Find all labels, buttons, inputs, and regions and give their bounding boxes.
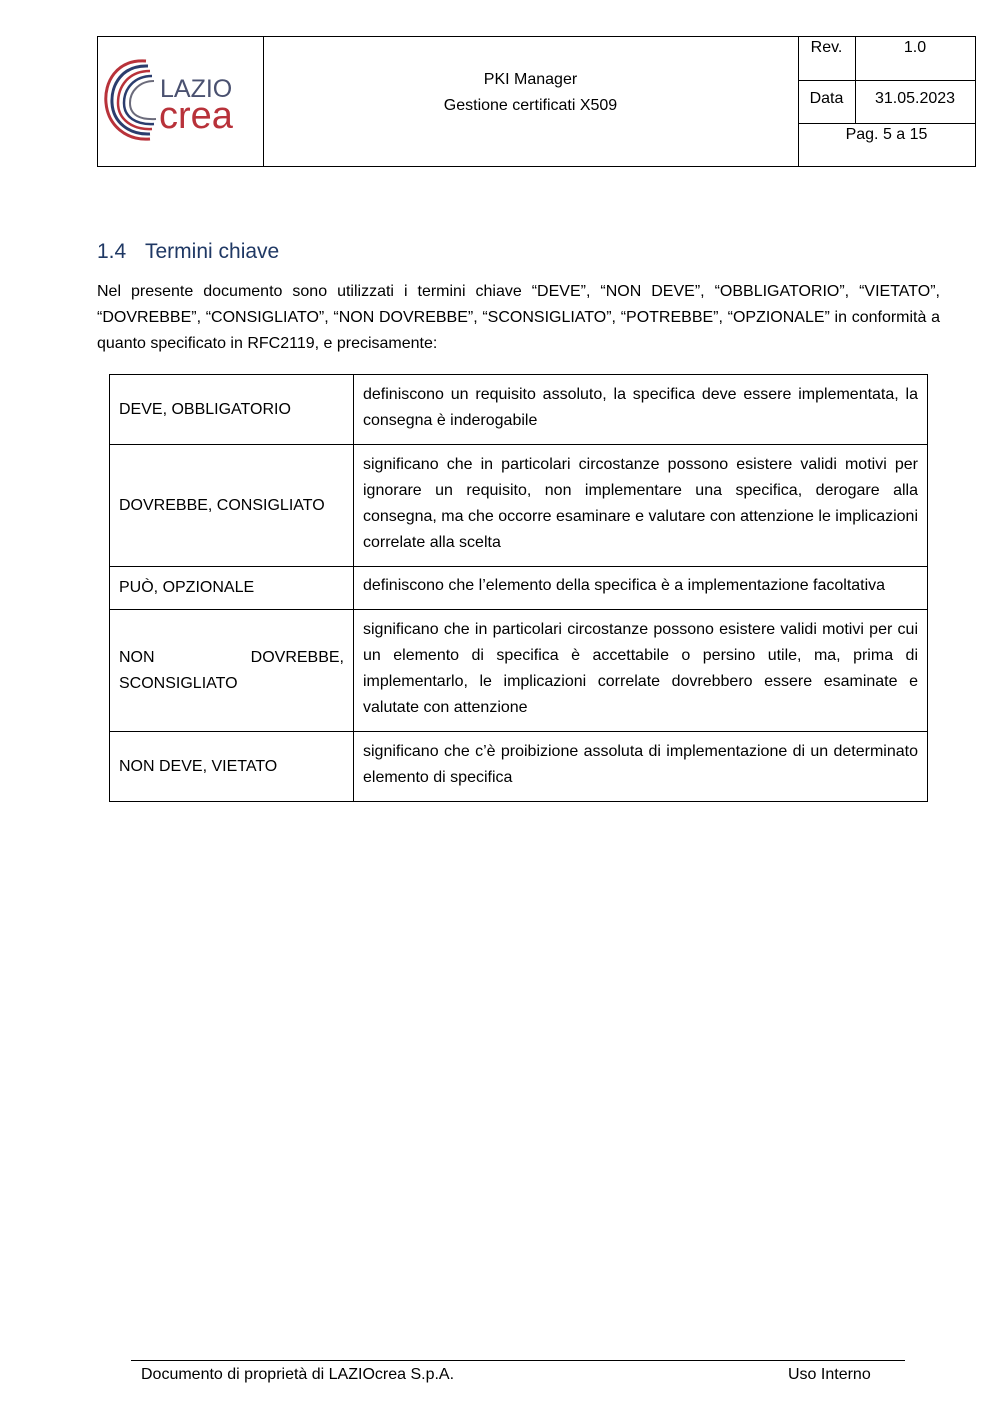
revision-value: 1.0	[903, 39, 927, 56]
date-row	[798, 80, 975, 124]
definition-cell: definiscono un requisito assoluto, la specifica deve essere implementata, la consegna è inderogabile	[354, 375, 928, 445]
term-cell: DOVREBBE, CONSIGLIATO	[110, 445, 354, 567]
document-header	[97, 36, 976, 167]
definition-cell: significano che in particolari circostanze possono esistere validi motivi per cui un elemento di specifica è accettabile o persino utile, ma, prima di implementarlo, le implicazioni correlate dovrebbero essere esaminate e valutate con attenzione	[354, 610, 928, 732]
document-meta-cell	[798, 37, 975, 166]
section-number: 1.4	[97, 240, 127, 263]
document-title-cell	[263, 37, 799, 166]
section-title: Termini chiave	[145, 240, 280, 263]
intro-paragraph: Nel presente documento sono utilizzati i termini chiave “DEVE”, “NON DEVE”, “OBBLIGATORIO”, “VIETATO”, “DOVREBBE”, “CONSIGLIATO”, “NON DOVREBBE”, “SCONSIGLIATO”, “POTREBBE”, “OPZIONALE” in conformità a quanto specificato in RFC2119, e precisamente:	[97, 283, 940, 352]
footer-divider	[131, 1360, 905, 1361]
footer-ownership: Documento di proprietà di LAZIOcrea S.p.A.	[141, 1366, 455, 1383]
document-subtitle: Gestione certificati X509	[443, 97, 618, 114]
date-value: 31.05.2023	[874, 90, 956, 107]
revision-row	[798, 37, 975, 81]
table-row	[110, 610, 928, 732]
term-cell: NON DEVE, VIETATO	[110, 732, 354, 802]
footer-classification: Uso Interno	[788, 1366, 871, 1383]
date-label: Data	[809, 90, 844, 107]
lazio-crea-logo	[102, 53, 257, 148]
definition-cell: significano che in particolari circostanze possono esistere validi motivi per ignorare un requisito, non implementare una specifica, derogare alla consegna, ma che occorre esaminare e valutare con attenzione le implicazioni correlate alla scelta	[354, 445, 928, 567]
term-cell: PUÒ, OPZIONALE	[110, 567, 354, 610]
term-cell: DEVE, OBBLIGATORIO	[110, 375, 354, 445]
table-row	[110, 375, 928, 445]
table-row	[110, 732, 928, 802]
section-heading	[97, 240, 279, 264]
logo-word-crea: crea	[159, 95, 233, 137]
logo-cell	[98, 37, 264, 166]
document-title: PKI Manager	[483, 71, 578, 88]
key-terms-table	[109, 374, 928, 802]
table-row	[110, 445, 928, 567]
definition-cell: significano che c’è proibizione assoluta di implementazione di un determinato elemento di specifica	[354, 732, 928, 802]
page-number: Pag. 5 a 15	[845, 126, 928, 143]
revision-label: Rev.	[810, 39, 843, 56]
logo-word-lazio: LAZIO	[160, 75, 233, 103]
term-cell: NON DOVREBBE, SCONSIGLIATO	[110, 610, 354, 732]
table-row	[110, 567, 928, 610]
definition-cell: definiscono che l’elemento della specifica è a implementazione facoltativa	[354, 567, 928, 610]
